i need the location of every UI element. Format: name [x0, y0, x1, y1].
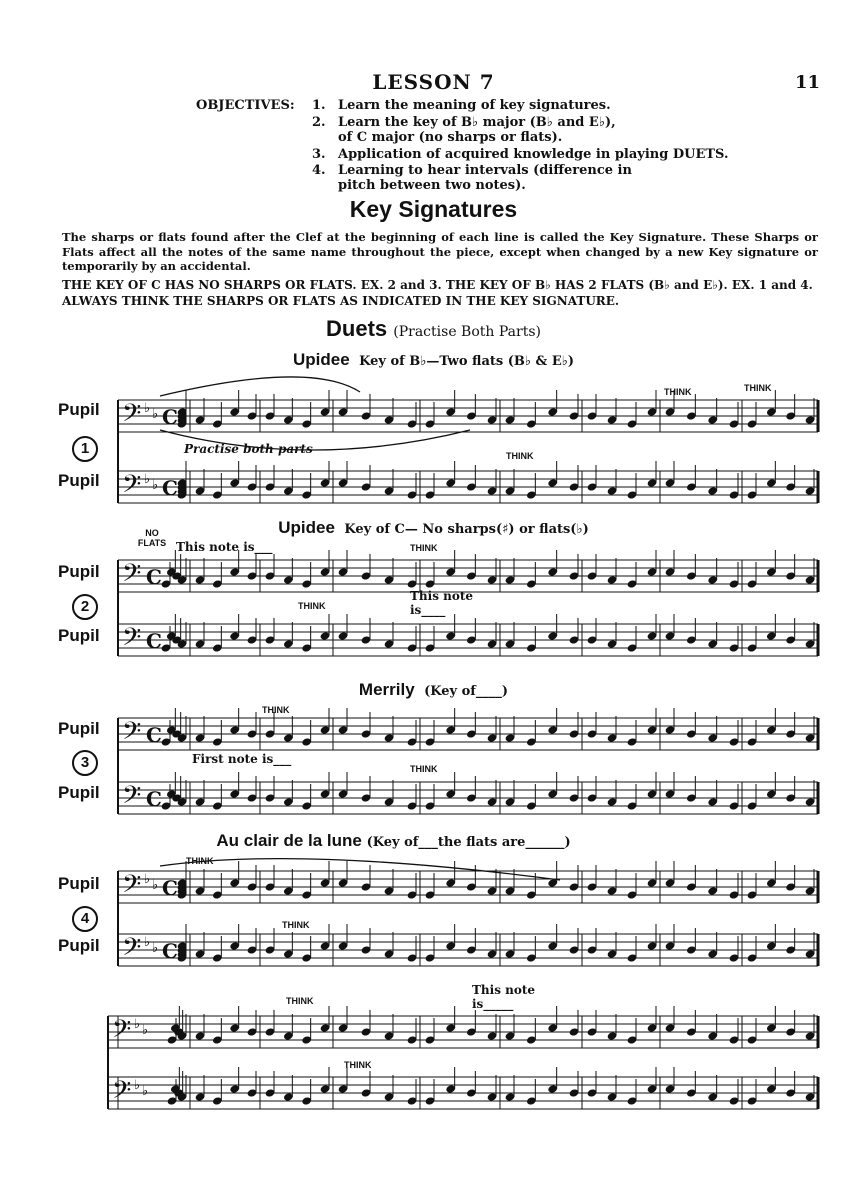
flat-sign: ♭ — [134, 1017, 141, 1032]
flat-sign: ♭ — [152, 878, 159, 893]
flat-sign: ♭ — [152, 407, 159, 422]
think-annotation: THINK — [186, 856, 214, 866]
pupil-label: Pupil — [58, 783, 100, 802]
pupil-label: Pupil — [58, 400, 100, 419]
bass-clef: 𝄢 — [122, 399, 142, 434]
bass-clef: 𝄢 — [122, 559, 142, 594]
time-signature: C — [162, 476, 178, 500]
flat-sign: ♭ — [144, 872, 151, 887]
note-annotation: is____ — [410, 603, 446, 617]
song-title-4: Au clair de la lune (Key of___the flats are______) — [216, 831, 571, 850]
think-annotation: THINK — [286, 996, 314, 1006]
song-title-1: Upidee Key of B♭—Two flats (B♭ & E♭) — [292, 350, 575, 369]
flat-sign: ♭ — [152, 478, 159, 493]
flat-sign: ♭ — [152, 941, 159, 956]
pupil-label: Pupil — [58, 719, 100, 738]
think-annotation: THINK — [298, 601, 326, 611]
objective-item: 4. Learning to hear intervals (difference in pitch between two notes). — [312, 163, 632, 193]
note-annotation: is_____ — [472, 997, 514, 1011]
key-signatures-rule: THE KEY OF C HAS NO SHARPS OR FLATS. EX. 2 and 3. THE KEY OF B♭ HAS 2 FLATS (B♭ and E♭). EX. 1 and 4. ALWAYS THINK THE SHARPS OR FLATS AS INDICATED IN THE KEY SIGNATURE. — [62, 278, 813, 308]
time-signature: C — [146, 629, 162, 653]
time-signature: C — [146, 723, 162, 747]
key-signatures-intro: The sharps or flats found after the Clef at the beginning of each line is called the Key Signature. These Sharps or Flats affect all the notes of the same name throughout the piece, except when changed by a new Key signature or temporarily by an accidental. — [62, 230, 818, 273]
flat-sign: ♭ — [142, 1023, 149, 1038]
bass-clef: 𝄢 — [122, 470, 142, 505]
bass-clef: 𝄢 — [122, 717, 142, 752]
example-number-2: 2 — [72, 594, 98, 620]
example-number-4: 4 — [72, 906, 98, 932]
bass-clef: 𝄢 — [112, 1076, 132, 1111]
think-annotation: THINK — [410, 764, 438, 774]
note-annotation: This note is___ — [176, 540, 273, 554]
pupil-label: Pupil — [58, 471, 100, 490]
pupil-label: Pupil — [58, 626, 100, 645]
flat-sign: ♭ — [142, 1084, 149, 1099]
objective-item: 1. Learn the meaning of key signatures. — [312, 98, 611, 113]
objective-item: 3. Application of acquired knowledge in playing DUETS. — [312, 147, 729, 162]
think-annotation: THINK — [410, 543, 438, 553]
flat-sign: ♭ — [134, 1078, 141, 1093]
pupil-label: Pupil — [58, 936, 100, 955]
time-signature: C — [146, 787, 162, 811]
note-annotation: This note — [410, 589, 474, 603]
objectives-label: OBJECTIVES: — [196, 98, 295, 113]
think-annotation: THINK — [744, 383, 772, 393]
bass-clef: 𝄢 — [112, 1015, 132, 1050]
example-number-1: 1 — [72, 436, 98, 462]
think-annotation: THINK — [262, 705, 290, 715]
lesson-title: LESSON 7 — [372, 70, 495, 94]
bass-clef: 𝄢 — [122, 870, 142, 905]
objective-item: 2. Learn the key of B♭ major (B♭ and E♭), of C major (no sharps or flats). — [312, 115, 616, 145]
song-title-2: Upidee Key of C— No sharps(♯) or flats(♭) — [278, 518, 589, 537]
slur — [160, 377, 360, 396]
think-annotation: THINK — [506, 451, 534, 461]
no-flats-annotation: NO FLATS — [137, 528, 167, 548]
flat-sign: ♭ — [144, 401, 151, 416]
bass-clef: 𝄢 — [122, 933, 142, 968]
note-annotation: First note is___ — [192, 752, 292, 766]
bass-clef: 𝄢 — [122, 623, 142, 658]
pupil-label: Pupil — [58, 562, 100, 581]
think-annotation: THINK — [282, 920, 310, 930]
time-signature: C — [162, 405, 178, 429]
note-annotation: This note — [472, 983, 536, 997]
flat-sign: ♭ — [144, 935, 151, 950]
time-signature: C — [162, 876, 178, 900]
think-annotation: THINK — [344, 1060, 372, 1070]
practise-annotation: Practise both parts — [184, 442, 313, 456]
key-signatures-heading: Key Signatures — [349, 196, 518, 222]
slur — [160, 430, 470, 450]
example-number-3: 3 — [72, 750, 98, 776]
flat-sign: ♭ — [144, 472, 151, 487]
bass-clef: 𝄢 — [122, 781, 142, 816]
pupil-label: Pupil — [58, 874, 100, 893]
page-number: 11 — [795, 72, 821, 93]
time-signature: C — [146, 565, 162, 589]
think-annotation: THINK — [664, 387, 692, 397]
song-title-3: Merrily (Key of____) — [358, 680, 509, 699]
time-signature: C — [162, 939, 178, 963]
duets-heading: Duets (Practise Both Parts) — [326, 316, 541, 341]
